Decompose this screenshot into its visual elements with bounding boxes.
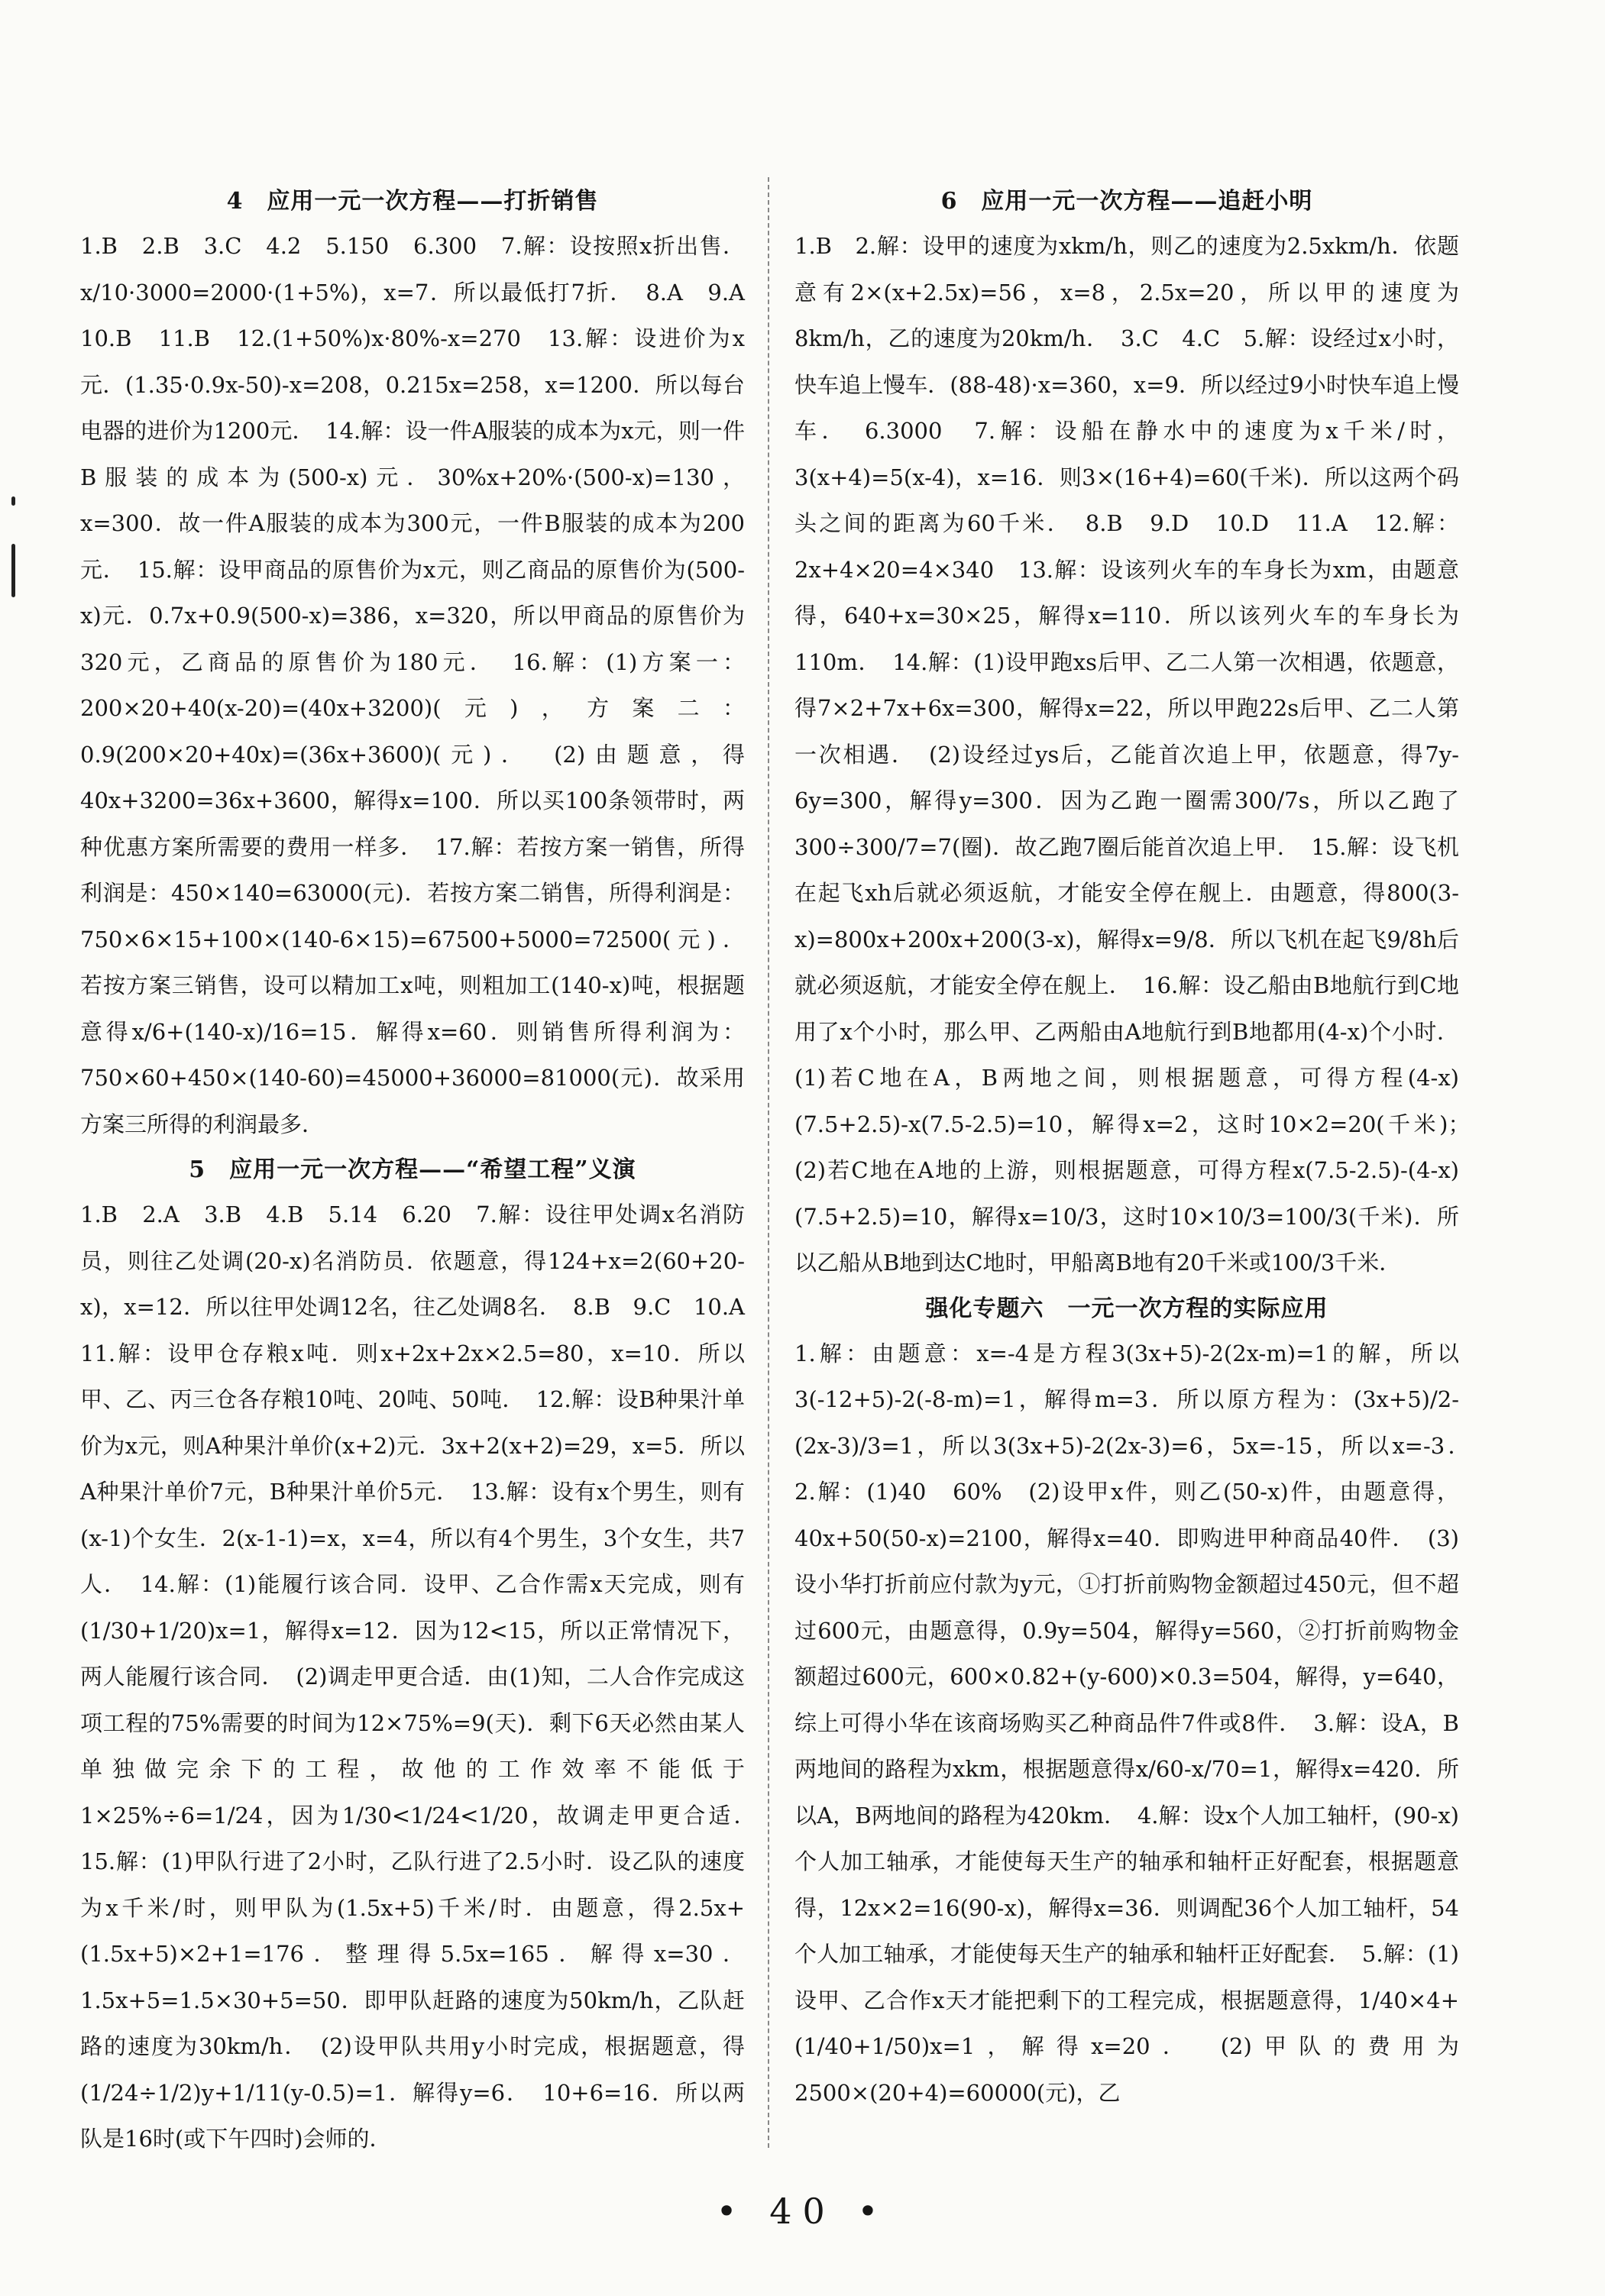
section-answers: 1.B 2.B 3.C 4.2 5.150 6.300 7.解：设按照x折出售．x/10·3000=2000·(1+5%)，x=7．所以最低打7折． 8.A 9.A 10.B 11.B 12.(1+50%)x·80%-x=270 13.解：设进价为x元．(1.35·0.9x-50)-x=208，0.215x=258，x=1200．所以每台电器的进价为1200元． 14.解：设一件A服装的成本为x元，则一件B服装的成本为(500-x)元．30%x+20%·(500-x)=130，x=300．故一件A服装的成本为300元，一件B服装的成本为200元． 15.解：设甲商品的原售价为x元，则乙商品的原售价为(500-x)元．0.7x+0.9(500-x)=386，x=320，所以甲商品的原售价为320元，乙商品的原售价为180元． 16.解：(1)方案一：200×20+40(x-20)=(40x+3200)(元)，方案二：0.9(200×20+40x)=(36x+3600)(元)． (2)由题意，得40x+3200=36x+3600，解得x=100．所以买100条领带时，两种优惠方案所需要的费用一样多． 17.解：若按方案一销售，所得利润是：450×140=63000(元)．若按方案二销售，所得利润是：750×6×15+100×(140-6×15)=67500+5000=72500(元)．若按方案三销售，设可以精加工x吨，则粗加工(140-x)吨，根据题意得x/6+(140-x)/16=15．解得x=60．则销售所得利润为：750×60+450×(140-60)=45000+36000=81000(元)．故采用方案三所得的利润最多． <box>80 233 768 1137</box>
section-answers: 1.解：由题意：x=-4是方程3(3x+5)-2(2x-m)=1的解，所以3(-12+5)-2(-8-m)=1，解得m=3．所以原方程为：(3x+5)/2-(2x-3)/3=1，所以3(3x+5)-2(2x-3)=6，5x=-15，所以x=-3． 2.解：(1)40 60% (2)设甲x件，则乙(50-x)件，由题意得，40x+50(50-x)=2100，解得x=40．即购进甲种商品40件． (3)设小华打折前应付款为y元，①打折前购物金额超过450元，但不超过600元，由题意得，0.9y=504，解得y=560，②打折前购物金额超过600元，600×0.82+(y-600)×0.3=504，解得，y=640，综上可得小华在该商场购买乙种商品件7件或8件． 3.解：设A，B两地间的路程为xkm，根据题意得x/60-x/70=1，解得x=420．所以A，B两地间的路程为420km． 4.解：设x个人加工轴杆，(90-x)个人加工轴承，才能使每天生产的轴承和轴杆正好配套，根据题意得，12x×2=16(90-x)，解得x=36．则调配36个人加工轴杆，54个人加工轴承，才能使每天生产的轴承和轴杆正好配套． 5.解：(1)设甲、乙合作x天才能把剩下的工程完成，根据题意得，1/40×4+(1/40+1/50)x=1，解得x=20． (2)甲队的费用为2500×(20+4)=60000(元)，乙 <box>794 1340 1482 2106</box>
section-answers: 1.B 2.A 3.B 4.B 5.14 6.20 7.解：设往甲处调x名消防员，则往乙处调(20-x)名消防员．依题意，得124+x=2(60+20-x)，x=12．所以往甲处调12名，往乙处调8名． 8.B 9.C 10.A 11.解：设甲仓存粮x吨．则x+2x+2x×2.5=80，x=10．所以甲、乙、丙三仓各存粮10吨、20吨、50吨． 12.解：设B种果汁单价为x元，则A种果汁单价(x+2)元．3x+2(x+2)=29，x=5．所以A种果汁单价7元，B种果汁单价5元． 13.解：设有x个男生，则有(x-1)个女生．2(x-1-1)=x，x=4，所以有4个男生，3个女生，共7人． 14.解：(1)能履行该合同．设甲、乙合作需x天完成，则有(1/30+1/20)x=1，解得x=12．因为12<15，所以正常情况下，两人能履行该合同． (2)调走甲更合适．由(1)知，二人合作完成这项工程的75%需要的时间为12×75%=9(天)．剩下6天必然由某人单独做完余下的工程，故他的工作效率不能低于1×25%÷6=1/24，因为1/30<1/24<1/20，故调走甲更合适． 15.解：(1)甲队行进了2小时，乙队行进了2.5小时．设乙队的速度为x千米/时，则甲队为(1.5x+5)千米/时．由题意，得2.5x+(1.5x+5)×2+1=176．整理得5.5x=165．解得x=30．1.5x+5=1.5×30+5=50．即甲队赶路的速度为50km/h，乙队赶路的速度为30km/h． (2)设甲队共用y小时完成，根据题意，得(1/24÷1/2)y+1/11(y-0.5)=1．解得y=6． 10+6=16．所以两队是16时(或下午四时)会师的． <box>80 1201 768 2152</box>
scan-margin-mark <box>11 496 15 603</box>
column-divider <box>768 177 769 2148</box>
left-column <box>80 177 768 2162</box>
page-number: • 40 • <box>716 2191 889 2232</box>
right-column <box>794 177 1482 2116</box>
section-title: 强化专题六 一元一次方程的实际应用 <box>925 1295 1328 1322</box>
section-answers: 1.B 2.解：设甲的速度为xkm/h，则乙的速度为2.5xkm/h．依题意有2×(x+2.5x)=56，x=8，2.5x=20，所以甲的速度为8km/h，乙的速度为20km/h． 3.C 4.C 5.解：设经过x小时，快车追上慢车．(88-48)·x=360，x=9．所以经过9小时快车追上慢车． 6.3000 7.解：设船在静水中的速度为x千米/时，3(x+4)=5(x-4)，x=16．则3×(16+4)=60(千米)．所以这两个码头之间的距离为60千米． 8.B 9.D 10.D 11.A 12.解：2x+4×20=4×340 13.解：设该列火车的车身长为xm，由题意得，640+x=30×25，解得x=110．所以该列火车的车身长为110m． 14.解：(1)设甲跑xs后甲、乙二人第一次相遇，依题意，得7×2+7x+6x=300，解得x=22，所以甲跑22s后甲、乙二人第一次相遇． (2)设经过ys后，乙能首次追上甲，依题意，得7y-6y=300，解得y=300．因为乙跑一圈需300/7s，所以乙跑了300÷300/7=7(圈)．故乙跑7圈后能首次追上甲． 15.解：设飞机在起飞xh后就必须返航，才能安全停在舰上．由题意，得800(3-x)=800x+200x+200(3-x)，解得x=9/8．所以飞机在起飞9/8h后就必须返航，才能安全停在舰上． 16.解：设乙船由B地航行到C地用了x个小时，那么甲、乙两船由A地航行到B地都用(4-x)个小时．(1)若C地在A，B两地之间，则根据题意，可得方程(4-x)(7.5+2.5)-x(7.5-2.5)=10，解得x=2，这时10×2=20(千米)； (2)若C地在A地的上游，则根据题意，可得方程x(7.5-2.5)-(4-x)(7.5+2.5)=10，解得x=10/3，这时10×10/3=100/3(千米)．所以乙船从B地到达C地时，甲船离B地有20千米或100/3千米． <box>794 233 1482 1276</box>
section-title: 5 应用一元一次方程——“希望工程”义演 <box>189 1156 636 1183</box>
section-title: 6 应用一元一次方程——追赶小明 <box>940 188 1313 215</box>
section-title: 4 应用一元一次方程——打折销售 <box>226 188 599 215</box>
